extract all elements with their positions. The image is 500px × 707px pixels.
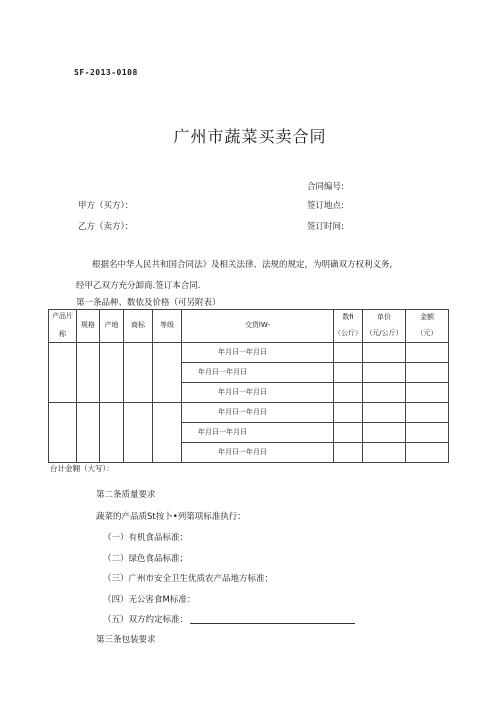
header-product-name-top: 产品片 (52, 312, 73, 321)
article-3-title: 第三条包装要求 (96, 635, 156, 645)
delivery-date-cell: 年月曰一年月曰 (182, 383, 334, 403)
standard-item-organic: （一）有机食品标准： (103, 533, 189, 543)
header-qty: 数fi (334, 310, 363, 327)
table-header-row (49, 310, 449, 327)
header-price: 单价 (363, 310, 406, 327)
header-origin: 产地 (100, 310, 124, 343)
quality-standard-intro: 蔬菜的产品质St按卜•列第项标准执行： (96, 512, 246, 522)
agreed-standard-blank-line (190, 623, 355, 624)
header-qty-unit: （公斤） (334, 326, 363, 343)
table-row (49, 343, 449, 363)
standard-item-green: （二）绿色食品标准； (103, 554, 189, 564)
header-grade: 等级 (153, 310, 182, 343)
party-b-label: 乙方（卖方）： (78, 222, 134, 232)
document-title: 广州市蔬菜买卖合同 (173, 127, 327, 146)
header-product-name-bottom: 称 (59, 330, 66, 338)
delivery-date-cell: 年月曰一年月曰 (182, 363, 334, 383)
goods-table (48, 309, 449, 463)
delivery-date-cell: 年月曰一年月曰 (182, 423, 334, 443)
header-spec: 规格 (77, 310, 100, 343)
header-delivery: 交货lW- (182, 310, 334, 343)
article-1-title: 第一条品种、数依及价格（可另附表） (76, 298, 221, 308)
delivery-date-cell: 年月曰一年月曰 (182, 403, 334, 423)
contract-number-label: 合同编号: (307, 182, 344, 192)
sign-place-label: 签订地点: (307, 201, 344, 211)
header-price-unit: （元/公斤） (363, 326, 406, 343)
header-amount: 金额 (406, 310, 449, 327)
intro-line-1: 根据名中华人民共和国合同法》及相关法律、法规的规定，为明确双方权利义务, (92, 260, 393, 270)
sign-time-label: 签订时间: (307, 222, 344, 232)
delivery-date-cell: 年月曰一年月曰 (182, 343, 334, 363)
standard-item-pollution-free: （四）无公害食M标准： (103, 595, 196, 605)
header-brand: 商标 (124, 310, 153, 343)
article-2-title: 第二条质量要求 (96, 490, 156, 500)
table-row (49, 403, 449, 423)
delivery-date-cell: 年月曰一年月曰 (182, 443, 334, 463)
total-amount-label: 台计金翱（大写）： (50, 464, 114, 473)
header-product-name (49, 310, 77, 343)
intro-line-2: 经甲乙双方充分卸商.签订本合同. (76, 281, 201, 291)
standard-item-local: （三）广州市安全卫生优质农产品地方标准： (103, 574, 274, 584)
standard-item-agreed-label: （五）双方约定标准： (103, 615, 189, 625)
standard-item-agreed (103, 613, 355, 625)
party-a-label: 甲方（买方）： (78, 201, 134, 211)
document-code: SF-2013-0108 (74, 68, 138, 77)
header-amount-unit: （元） (406, 326, 449, 343)
